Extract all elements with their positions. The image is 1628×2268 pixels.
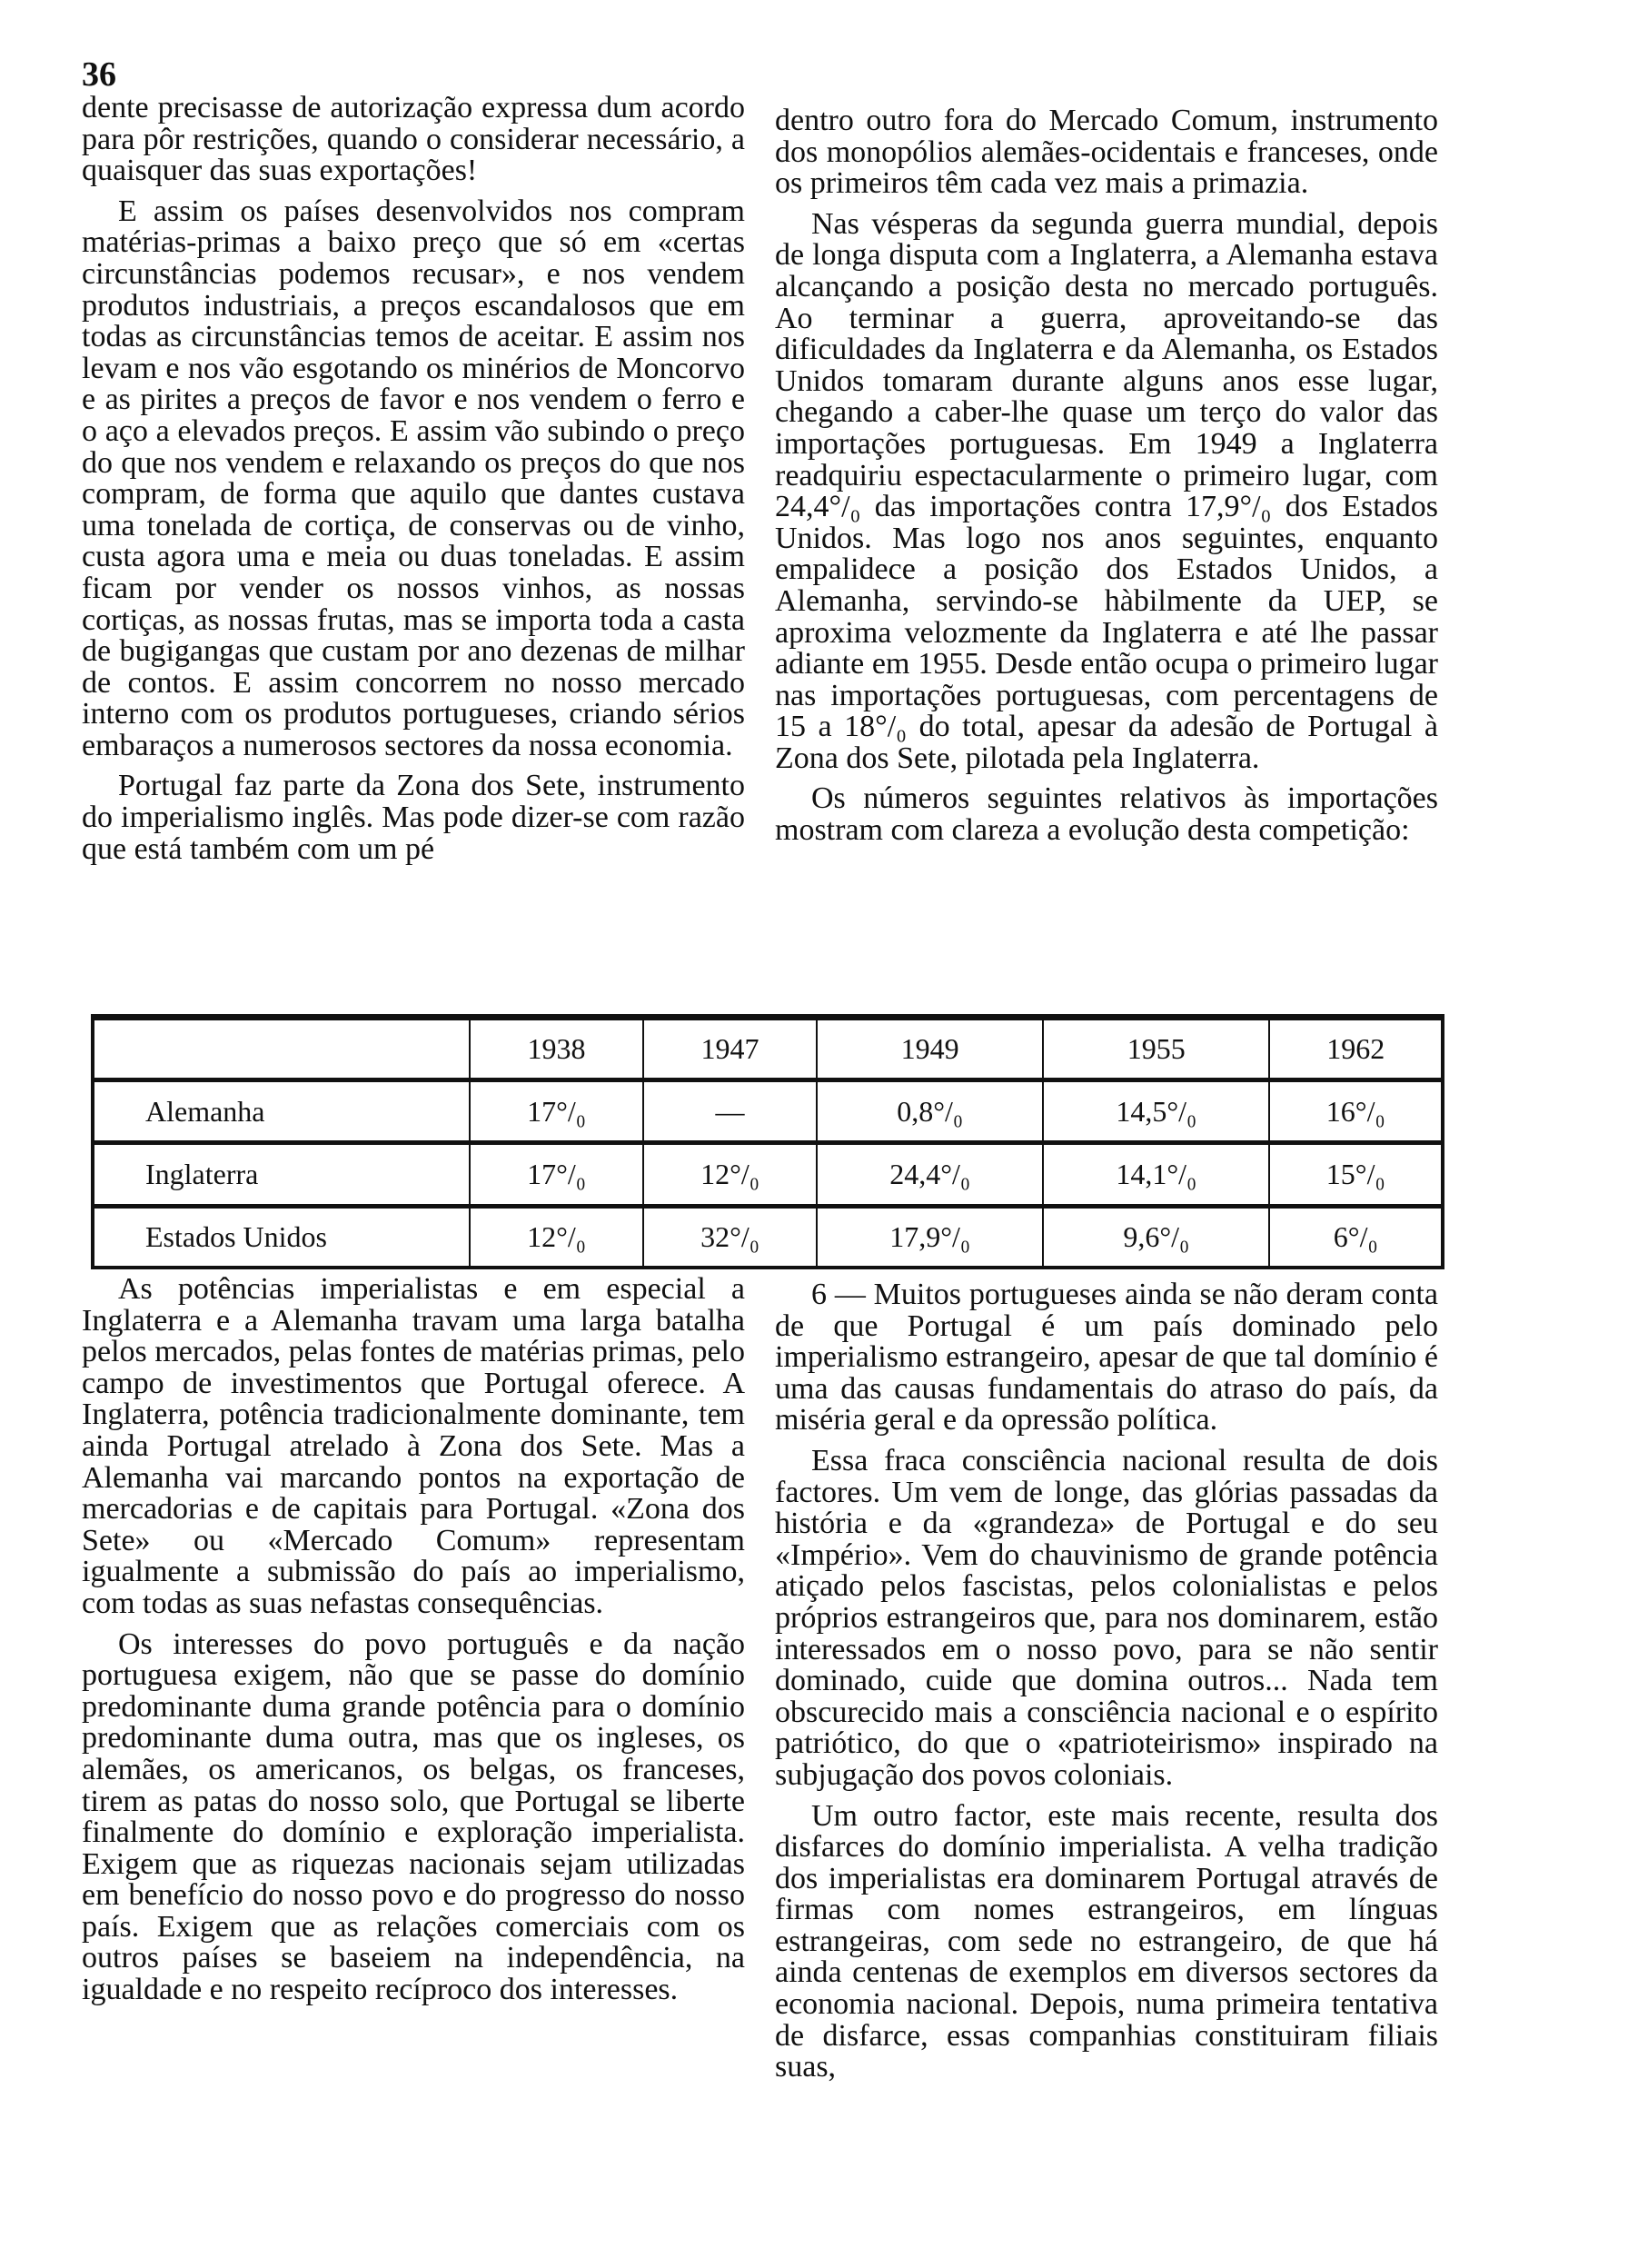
table-row (94, 1206, 1441, 1266)
paragraph: Nas vésperas da segunda guerra mundial, depois de longa disputa com a Inglaterra, a Alemanha estava alcançando a posição desta no mercado português. Ao terminar a guerra, aproveitando-se das dificuldades da Inglaterra e da Alemanha, os Estados Unidos tomaram durante alguns anos esse lugar, chegando a caber-lhe quase um terço do valor das importações portuguesas. Em 1949 a Inglaterra readquiriu espectacularmente o primeiro lugar, com 24,4°/₀ das importações contra 17,9°/₀ dos Estados Unidos. Mas logo nos anos seguintes, enquanto empalidece a posição dos Estados Unidos, a Alemanha, servindo-se hàbilmente da UEP, se aproxima velozmente da Inglaterra e até lhe passar adiante em 1955. Desde então ocupa o primeiro lugar nas importações portuguesas, com percentagens de 15 a 18°/₀ do total, apesar da adesão de Portugal à Zona dos Sete, pilotada pela Inglaterra. (775, 206, 1438, 775)
column-bottom-right (775, 1279, 1438, 2084)
value-cell: 17°/₀ (470, 1080, 643, 1143)
paragraph: Portugal faz parte da Zona dos Sete, instrumento do imperialismo inglês. Mas pode dizer-se com razão que está também com um pé (82, 769, 745, 866)
paragraph: dentro outro fora do Mercado Comum, instrumento dos monopólios alemães-ocidentais e franceses, onde os primeiros têm cada vez mais a primazia. (775, 104, 1438, 201)
value-cell: 14,5°/₀ (1043, 1080, 1269, 1143)
column-top-left (82, 93, 745, 865)
paragraph: Um outro factor, este mais recente, resulta dos disfarces do domínio imperialista. A velha tradição dos imperialistas era dominarem Portugal através de firmas com nomes estrangeiros, em línguas estrangeiras, com sede no estrangeiro, de que há ainda centenas de exemplos em diversos sectores da economia nacional. Depois, numa primeira tentativa de disfarce, essas companhias constituiram filiais suas, (775, 1798, 1438, 2084)
paragraph: Os interesses do povo português e da nação portuguesa exigem, não que se passe do domínio predominante duma grande potência para o domínio predominante duma outra, mas que os ingleses, os alemães, os americanos, os belgas, os franceses, tirem as patas do nosso solo, que Portugal se liberte finalmente do domínio e exploração imperialista. Exigem que as riquezas nacionais sejam utilizadas em benefício do nosso povo e do progresso do nosso país. Exigem que as relações comerciais com os outros países se baseiem na independência, na igualdade e no respeito recíproco dos interesses. (82, 1626, 745, 2007)
year-header: 1947 (643, 1020, 817, 1080)
imports-table-frame (91, 1014, 1444, 1269)
paragraph: 6 — Muitos portugueses ainda se não deram conta de que Portugal é um país dominado pelo imperialismo estrangeiro, apesar de que tal domínio é uma das causas fundamentais do atraso do país, da miséria geral e da opressão política. (775, 1278, 1438, 1437)
paragraph: E assim os países desenvolvidos nos compram matérias-primas a baixo preço que só em «certas circunstâncias podemos recusar», e nos vendem produtos industriais, a preços escandalosos que em todas as circunstâncias temos de aceitar. E assim nos levam e nos vão esgotando os minérios de Moncorvo e as pirites a preços de favor e nos vendem o ferro e o aço a elevados preços. E assim vão subindo o preço do que nos vendem e relaxando os preços do que nos compram, de forma que aquilo que dantes custava uma tonelada de cortiça, de conservas ou de vinho, custa agora uma e meia ou duas toneladas. E assim ficam por vender os nossos vinhos, as nossas cortiças, as nossas frutas, mas se importa toda a casta de bugigangas que custam por ano dezenas de milhar de contos. E assim concorrem no nosso mercado interno com os produtos portugueses, criando sérios embaraços a numerosos sectores da nossa economia. (82, 194, 745, 762)
column-top-right (775, 105, 1438, 847)
paragraph: Os números seguintes relativos às importações mostram com clareza a evolução desta competição: (775, 781, 1438, 848)
year-header: 1949 (817, 1020, 1043, 1080)
value-cell: 12°/₀ (470, 1206, 643, 1266)
country-cell: Inglaterra (94, 1143, 470, 1206)
value-cell: 24,4°/₀ (817, 1143, 1043, 1206)
value-cell: 32°/₀ (643, 1206, 817, 1266)
value-cell: 15°/₀ (1269, 1143, 1441, 1206)
value-cell: 17,9°/₀ (817, 1206, 1043, 1266)
table-row (94, 1080, 1441, 1143)
paragraph: As potências imperialistas e em especial a Inglaterra e a Alemanha travam uma larga batalha pelos mercados, pelas fontes de matérias primas, pelo campo de investimentos que Portugal oferece. A Inglaterra, potência tradicionalmente dominante, tem ainda Portugal atrelado à Zona dos Sete. Mas a Alemanha vai marcando pontos na exportação de mercadorias e de capitais para Portugal. «Zona dos Sete» ou «Mercado Comum» representam igualmente a submissão do país ao imperialismo, com todas as suas nefastas consequências. (82, 1272, 745, 1620)
table-header-row (94, 1020, 1441, 1080)
country-cell: Estados Unidos (94, 1206, 470, 1266)
value-cell: 17°/₀ (470, 1143, 643, 1206)
value-cell: 14,1°/₀ (1043, 1143, 1269, 1206)
imports-table (94, 1020, 1441, 1266)
year-header: 1962 (1269, 1020, 1441, 1080)
paragraph: Essa fraca consciência nacional resulta de dois factores. Um vem de longe, das glórias passadas da história e da «grandeza» de Portugal e do seu «Império». Vem do chauvinismo de grande potência atiçado pelos fascistas, pelos colonialistas e pelos próprios estrangeiros que, para nos dominarem, estão interessados em o nosso povo, para se não sentir dominado, cuide que domina outros... Nada tem obscurecido mais a consciência nacional e o espírito patriótico, do que o «patrioteirismo» inspirado na subjugação dos povos coloniais. (775, 1443, 1438, 1792)
value-cell: 12°/₀ (643, 1143, 817, 1206)
table-corner-cell (94, 1020, 470, 1080)
value-cell: 16°/₀ (1269, 1080, 1441, 1143)
value-cell: 9,6°/₀ (1043, 1206, 1269, 1266)
table-row (94, 1143, 1441, 1206)
value-cell: 6°/₀ (1269, 1206, 1441, 1266)
year-header: 1938 (470, 1020, 643, 1080)
value-cell: — (643, 1080, 817, 1143)
year-header: 1955 (1043, 1020, 1269, 1080)
column-bottom-left (82, 1274, 745, 2006)
page-number: 36 (82, 55, 116, 94)
value-cell: 0,8°/₀ (817, 1080, 1043, 1143)
country-cell: Alemanha (94, 1080, 470, 1143)
paragraph: dente precisasse de autorização expressa dum acordo para pôr restrições, quando o considerar necessário, a quaisquer das suas exportações! (82, 91, 745, 188)
